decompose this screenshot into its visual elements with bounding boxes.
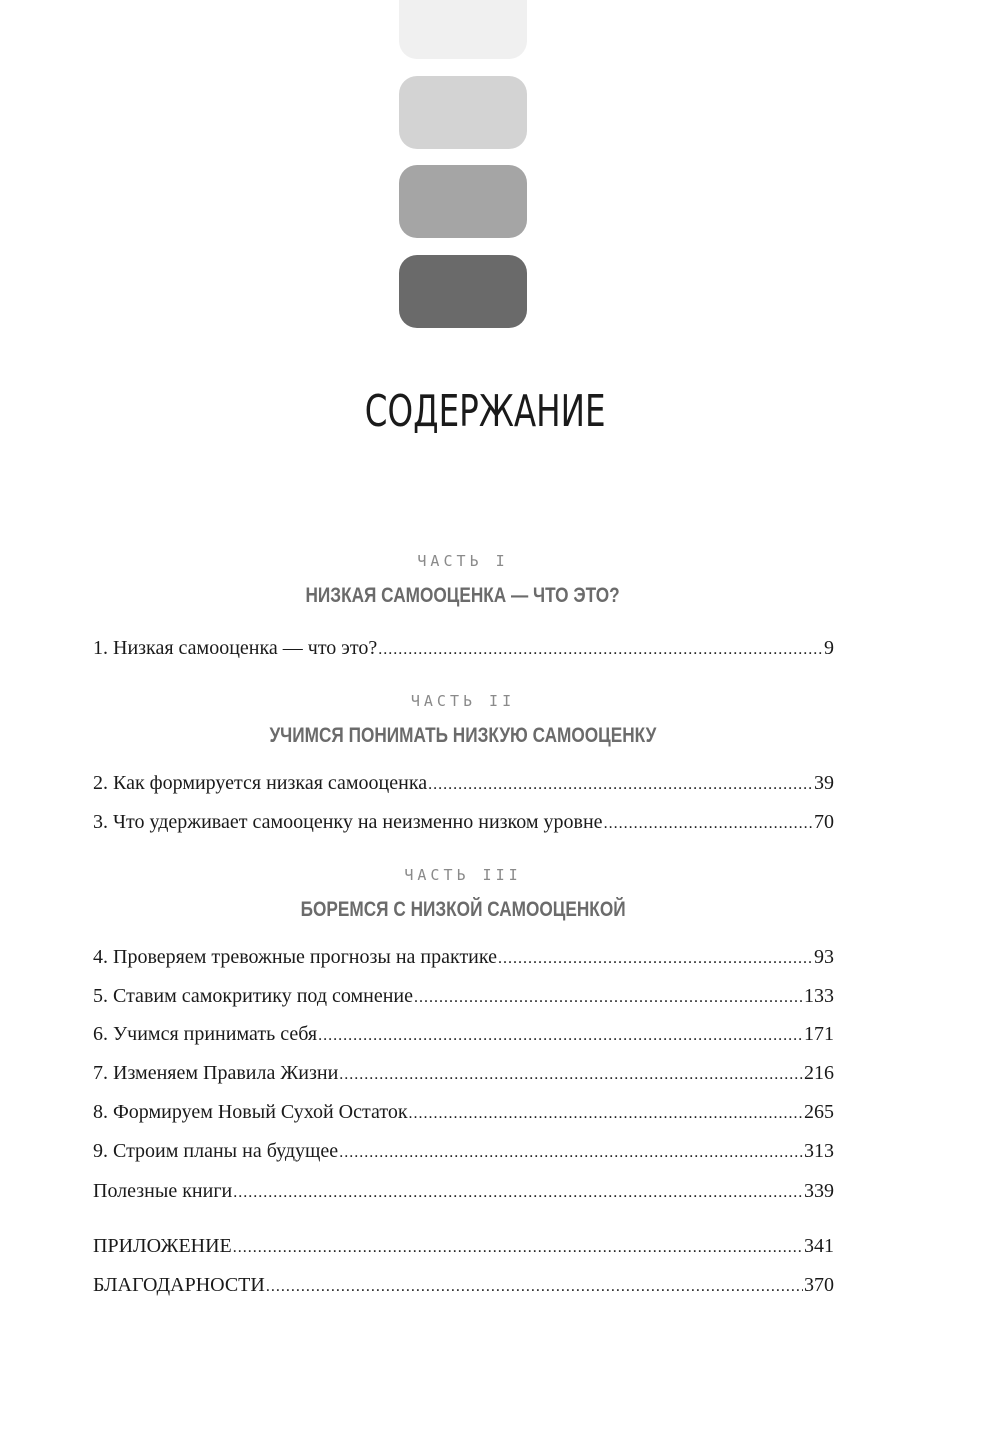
toc-entry-page: 39 — [814, 772, 834, 794]
toc-leader-dots — [428, 773, 813, 797]
page-title: СОДЕРЖАНИЕ — [364, 386, 606, 437]
decorative-block-2 — [399, 76, 527, 149]
toc-entry-8[interactable] — [93, 1100, 834, 1126]
toc-entry-acknowledgements[interactable] — [93, 1273, 834, 1299]
toc-leader-dots — [233, 1181, 803, 1205]
toc-entry-page: 171 — [804, 1023, 834, 1045]
toc-leader-dots — [409, 1102, 803, 1126]
toc-leader-dots — [233, 1236, 803, 1260]
toc-entry-title: 5. Ставим самокритику под сомнение — [93, 985, 414, 1007]
toc-entry-title: 4. Проверяем тревожные прогнозы на практике — [93, 946, 497, 968]
toc-entry-6[interactable] — [93, 1022, 834, 1048]
part-title-1 — [0, 584, 926, 608]
part-label-1: ЧАСТЬ I — [417, 552, 509, 570]
decorative-block-1 — [399, 0, 527, 59]
toc-entry-1[interactable] — [93, 636, 834, 662]
toc-leader-dots — [604, 812, 813, 836]
toc-entry-2[interactable] — [93, 771, 834, 797]
toc-entry-5[interactable] — [93, 984, 834, 1010]
toc-entry-page: 133 — [804, 985, 834, 1007]
part-title-3-text: БОРЕМСЯ С НИЗКОЙ САМООЦЕНКОЙ — [300, 898, 626, 921]
toc-entry-title: БЛАГОДАРНОСТИ — [93, 1274, 265, 1296]
toc-entry-4[interactable] — [93, 945, 834, 971]
toc-leader-dots — [414, 986, 803, 1010]
toc-entry-title: ПРИЛОЖЕНИЕ — [93, 1235, 232, 1257]
toc-entry-page: 265 — [804, 1101, 834, 1123]
toc-entry-title: 2. Как формируется низкая самооценка — [93, 772, 428, 794]
toc-entry-page: 70 — [814, 811, 834, 833]
toc-entry-title: 8. Формируем Новый Сухой Остаток — [93, 1101, 408, 1123]
toc-entry-page: 313 — [804, 1140, 834, 1162]
toc-entry-title: Полезные книги — [93, 1180, 233, 1202]
toc-entry-page: 339 — [804, 1180, 834, 1202]
toc-entry-title: 9. Строим планы на будущее — [93, 1140, 339, 1162]
part-title-2-text: УЧИМСЯ ПОНИМАТЬ НИЗКУЮ САМООЦЕНКУ — [269, 724, 657, 747]
toc-entry-7[interactable] — [93, 1061, 834, 1087]
toc-entry-title: 1. Низкая самооценка — что это? — [93, 637, 378, 659]
toc-entry-page: 93 — [814, 946, 834, 968]
toc-entry-9[interactable] — [93, 1139, 834, 1165]
toc-entry-page: 216 — [804, 1062, 834, 1084]
toc-entry-3[interactable] — [93, 810, 834, 836]
part-label-2: ЧАСТЬ II — [410, 692, 516, 710]
part-title-1-text: НИЗКАЯ САМООЦЕНКА — ЧТО ЭТО? — [305, 584, 621, 607]
decorative-block-4 — [399, 255, 527, 328]
toc-entry-useful-books[interactable] — [93, 1179, 834, 1205]
decorative-block-3 — [399, 165, 527, 238]
toc-entry-page: 341 — [804, 1235, 834, 1257]
toc-leader-dots — [378, 638, 823, 662]
part-title-2 — [0, 724, 926, 748]
toc-leader-dots — [318, 1024, 803, 1048]
toc-entry-page: 370 — [804, 1274, 834, 1296]
toc-entry-title: 6. Учимся принимать себя — [93, 1023, 318, 1045]
toc-leader-dots — [266, 1275, 803, 1299]
toc-entry-title: 7. Изменяем Правила Жизни — [93, 1062, 339, 1084]
toc-entry-title: 3. Что удерживает самооценку на неизменно низком уровне — [93, 811, 603, 833]
toc-entry-page: 9 — [824, 637, 834, 659]
part-label-3: ЧАСТЬ III — [404, 866, 522, 884]
toc-leader-dots — [339, 1141, 803, 1165]
part-title-3 — [0, 898, 926, 922]
toc-entry-appendix[interactable] — [93, 1234, 834, 1260]
toc-leader-dots — [498, 947, 813, 971]
toc-leader-dots — [339, 1063, 803, 1087]
